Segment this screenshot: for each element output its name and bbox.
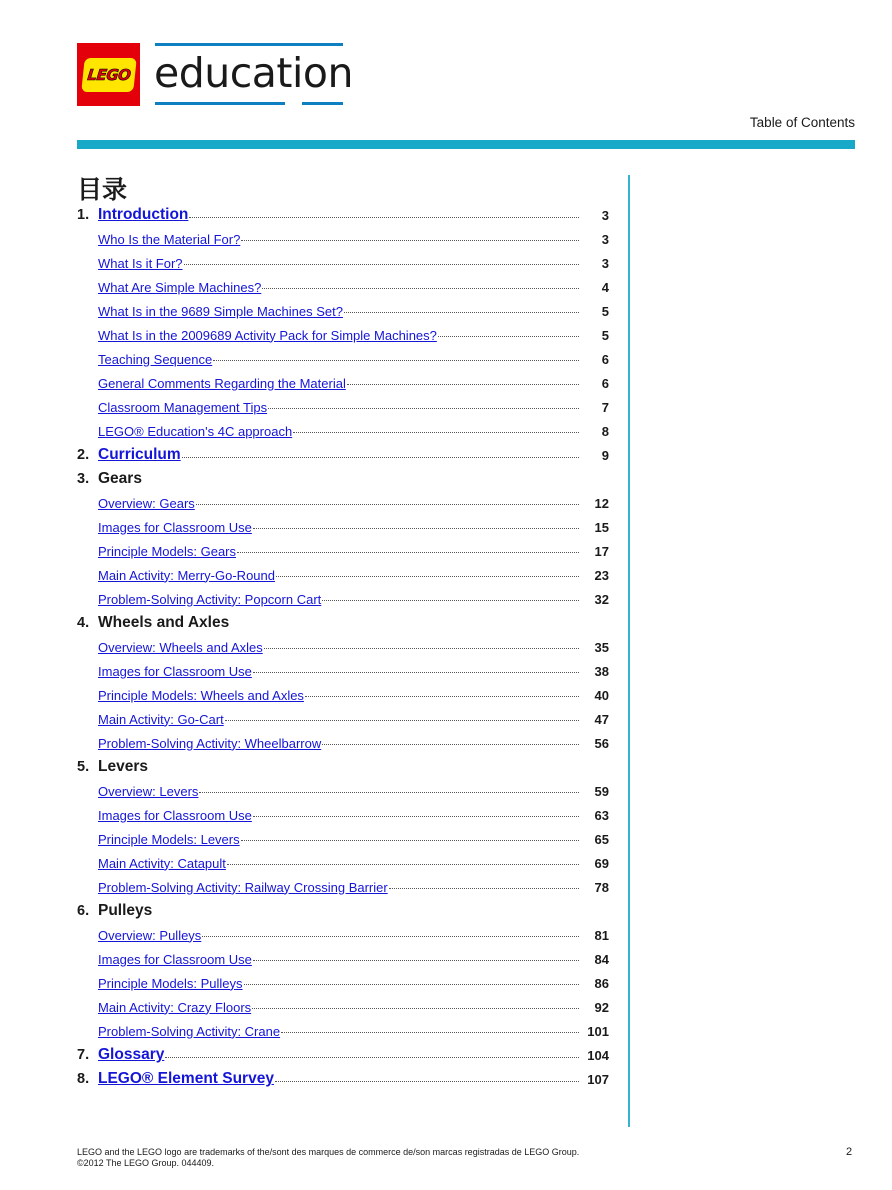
toc-entry-link[interactable]: Overview: Pulleys: [98, 927, 202, 943]
toc-section-number: 3.: [77, 471, 90, 487]
toc-page-number: 38: [594, 663, 609, 679]
toc-leader-dots: [227, 864, 579, 865]
toc-entry-link[interactable]: General Comments Regarding the Material: [98, 375, 346, 391]
toc-leader-dots: [268, 408, 579, 409]
toc-entry: [98, 544, 581, 559]
toc-page-number: 3: [601, 231, 609, 247]
toc-leader-dots: [344, 312, 579, 313]
toc-leader-dots: [184, 264, 579, 265]
toc-entry-row[interactable]: [77, 323, 609, 347]
toc-page-number: 32: [594, 591, 609, 607]
toc-leader-dots: [264, 648, 579, 649]
toc-leader-dots: [276, 576, 579, 577]
toc-page-number: 4: [601, 279, 609, 295]
header-divider-bar: [77, 140, 855, 149]
toc-leader-dots: [322, 600, 579, 601]
toc-entry-link[interactable]: Principle Models: Wheels and Axles: [98, 687, 304, 703]
toc-entry: [98, 376, 581, 391]
table-of-contents: [77, 203, 609, 1091]
toc-entry: [98, 664, 581, 679]
toc-entry: [98, 688, 581, 703]
toc-entry: [98, 1024, 581, 1039]
toc-section-number: 6.: [77, 903, 90, 919]
toc-entry-link[interactable]: What Is in the 9689 Simple Machines Set?: [98, 303, 343, 319]
toc-entry-row[interactable]: [77, 707, 609, 731]
toc-page-number: 81: [594, 927, 609, 943]
toc-section-number: 2.: [77, 447, 90, 463]
toc-section-number: 5.: [77, 759, 90, 775]
toc-leader-dots: [389, 888, 579, 889]
toc-page-number: 5: [601, 327, 609, 343]
toc-page-number: 84: [594, 951, 609, 967]
toc-entry: [98, 304, 581, 319]
toc-leader-dots: [252, 1008, 579, 1009]
lego-logo-badge: [81, 58, 137, 92]
toc-section-row: [77, 899, 609, 923]
toc-section-heading: Gears: [98, 470, 142, 487]
toc-entry-row[interactable]: [77, 539, 609, 563]
toc-entry-link[interactable]: Main Activity: Crazy Floors: [98, 999, 252, 1015]
toc-section-row[interactable]: [77, 1067, 609, 1091]
toc-entry-row[interactable]: [77, 251, 609, 275]
toc-section-number: 4.: [77, 615, 90, 631]
toc-section-heading: Pulleys: [98, 902, 153, 919]
toc-page-number: 5: [601, 303, 609, 319]
toc-page-number: 47: [594, 711, 609, 727]
toc-entry: [98, 496, 581, 511]
toc-page-number: 69: [594, 855, 609, 871]
toc-page-number: 92: [594, 999, 609, 1015]
toc-entry-link[interactable]: Images for Classroom Use: [98, 519, 252, 535]
toc-entry-link[interactable]: LEGO® Education's 4C approach: [98, 423, 293, 439]
toc-page-number: 9: [601, 447, 609, 463]
toc-section-link[interactable]: Glossary: [98, 1046, 165, 1063]
toc-entry: [98, 976, 581, 991]
toc-leader-dots: [244, 984, 579, 985]
toc-entry-link[interactable]: Main Activity: Catapult: [98, 855, 226, 871]
toc-section-heading: Wheels and Axles: [98, 614, 230, 631]
toc-entry: [98, 856, 581, 871]
toc-entry-link[interactable]: Problem-Solving Activity: Crane: [98, 1023, 281, 1039]
toc-entry-link[interactable]: What Is it For?: [98, 255, 183, 271]
toc-entry: [98, 784, 581, 799]
toc-leader-dots: [305, 696, 579, 697]
toc-entry: [98, 808, 581, 823]
toc-leader-dots: [253, 528, 579, 529]
toc-entry: [98, 712, 581, 727]
toc-entry-row[interactable]: [77, 347, 609, 371]
toc-leader-dots: [199, 792, 579, 793]
toc-entry-link[interactable]: Principle Models: Pulleys: [98, 975, 243, 991]
toc-entry-link[interactable]: Main Activity: Merry-Go-Round: [98, 567, 275, 583]
toc-entry: [98, 256, 581, 271]
toc-entry: [98, 568, 581, 583]
toc-page-number: 35: [594, 639, 609, 655]
toc-entry-link[interactable]: Principle Models: Gears: [98, 543, 236, 559]
toc-entry-row[interactable]: [77, 947, 609, 971]
toc-entry-link[interactable]: Who Is the Material For?: [98, 231, 241, 247]
toc-entry-row[interactable]: [77, 227, 609, 251]
toc-section-row[interactable]: [77, 1043, 609, 1067]
toc-entry-row[interactable]: [77, 587, 609, 611]
toc-entry: [98, 352, 581, 367]
toc-leader-dots: [253, 672, 579, 673]
toc-page-number: 56: [594, 735, 609, 751]
toc-entry: [98, 592, 581, 607]
toc-entry: [98, 614, 609, 632]
toc-entry-row[interactable]: [77, 779, 609, 803]
toc-section-row: [77, 467, 609, 491]
toc-leader-dots: [275, 1081, 579, 1082]
toc-leader-dots: [237, 552, 579, 553]
toc-leader-dots: [213, 360, 579, 361]
toc-entry: [98, 640, 581, 655]
toc-section-row: [77, 611, 609, 635]
toc-entry-row[interactable]: [77, 995, 609, 1019]
toc-page-number: 17: [594, 543, 609, 559]
toc-entry-row[interactable]: [77, 827, 609, 851]
toc-section-number: 1.: [77, 207, 90, 223]
toc-page-number: 65: [594, 831, 609, 847]
toc-page-number: 3: [601, 255, 609, 271]
toc-entry-row[interactable]: [77, 1019, 609, 1043]
toc-page-number: 107: [587, 1071, 609, 1087]
toc-page-number: 12: [594, 495, 609, 511]
toc-page-number: 59: [594, 783, 609, 799]
toc-page-number: 63: [594, 807, 609, 823]
lego-logo: [77, 43, 140, 106]
toc-title: 目录: [77, 175, 128, 204]
toc-entry-link[interactable]: Problem-Solving Activity: Popcorn Cart: [98, 591, 322, 607]
toc-entry-row[interactable]: [77, 275, 609, 299]
brand-top-rule: [155, 43, 343, 46]
toc-page-number: 3: [601, 207, 609, 223]
toc-leader-dots: [322, 744, 579, 745]
toc-section-link[interactable]: Curriculum: [98, 446, 181, 463]
toc-entry: [98, 952, 581, 967]
toc-entry-row[interactable]: [77, 563, 609, 587]
toc-page-number: 8: [601, 423, 609, 439]
toc-page-number: 40: [594, 687, 609, 703]
toc-entry-row[interactable]: [77, 851, 609, 875]
toc-entry-link[interactable]: Main Activity: Go-Cart: [98, 711, 224, 727]
toc-entry-link[interactable]: Images for Classroom Use: [98, 663, 252, 679]
toc-section-row: [77, 755, 609, 779]
toc-entry-link[interactable]: Overview: Wheels and Axles: [98, 639, 263, 655]
toc-leader-dots: [225, 720, 579, 721]
column-divider-line: [628, 175, 630, 1127]
toc-entry-row[interactable]: [77, 395, 609, 419]
toc-section-link[interactable]: Introduction: [98, 206, 189, 223]
toc-entry: [98, 446, 581, 464]
toc-entry-link[interactable]: Overview: Gears: [98, 495, 195, 511]
toc-entry-row[interactable]: [77, 923, 609, 947]
brand-bottom-rule-right: [302, 102, 343, 105]
toc-entry-link[interactable]: Images for Classroom Use: [98, 951, 252, 967]
toc-leader-dots: [196, 504, 579, 505]
toc-entry: [98, 832, 581, 847]
toc-entry-row[interactable]: [77, 371, 609, 395]
toc-entry-row[interactable]: [77, 803, 609, 827]
toc-leader-dots: [189, 217, 579, 218]
toc-entry: [98, 736, 581, 751]
toc-leader-dots: [182, 457, 579, 458]
toc-entry: [98, 880, 581, 895]
toc-entry-row[interactable]: [77, 731, 609, 755]
toc-entry-row[interactable]: [77, 515, 609, 539]
toc-entry: [98, 520, 581, 535]
toc-entry: [98, 400, 581, 415]
toc-entry-row[interactable]: [77, 299, 609, 323]
toc-entry-row[interactable]: [77, 419, 609, 443]
toc-entry: [98, 232, 581, 247]
toc-leader-dots: [241, 240, 579, 241]
toc-leader-dots: [347, 384, 579, 385]
toc-entry-link[interactable]: Principle Models: Levers: [98, 831, 240, 847]
toc-leader-dots: [438, 336, 579, 337]
toc-entry: [98, 280, 581, 295]
brand-wordmark: education: [154, 49, 353, 97]
toc-leader-dots: [281, 1032, 579, 1033]
toc-entry-row[interactable]: [77, 683, 609, 707]
brand-bottom-rule-left: [155, 102, 285, 105]
toc-entry: [98, 1070, 581, 1088]
toc-page-number: 7: [601, 399, 609, 415]
toc-entry-link[interactable]: Overview: Levers: [98, 783, 199, 799]
toc-entry: [98, 1000, 581, 1015]
toc-page-number: 86: [594, 975, 609, 991]
toc-entry-row[interactable]: [77, 491, 609, 515]
toc-section-row[interactable]: [77, 443, 609, 467]
toc-entry-link[interactable]: Problem-Solving Activity: Wheelbarrow: [98, 735, 322, 751]
toc-entry: [98, 470, 609, 488]
toc-entry: [98, 758, 609, 776]
toc-section-number: 8.: [77, 1071, 90, 1087]
toc-page-number: 15: [594, 519, 609, 535]
toc-entry: [98, 928, 581, 943]
toc-page-number: 101: [587, 1023, 609, 1039]
toc-entry: [98, 206, 581, 224]
toc-leader-dots: [293, 432, 579, 433]
toc-page-number: 78: [594, 879, 609, 895]
toc-section-row[interactable]: [77, 203, 609, 227]
toc-section-heading: Levers: [98, 758, 148, 775]
footer-trademark-line: LEGO and the LEGO logo are trademarks of the/sont des marques de commerce de/son marcas registradas de LEGO Group.: [77, 1147, 580, 1157]
lego-logo-text: LEGO: [86, 65, 131, 84]
toc-leader-dots: [253, 960, 579, 961]
toc-entry-row[interactable]: [77, 659, 609, 683]
toc-page-number: 23: [594, 567, 609, 583]
page-number: 2: [846, 1146, 853, 1158]
toc-entry-link[interactable]: Problem-Solving Activity: Railway Crossing Barrier: [98, 879, 388, 895]
toc-page-number: 104: [587, 1047, 609, 1063]
toc-page-number: 6: [601, 351, 609, 367]
toc-entry: [98, 1046, 581, 1064]
toc-entry-link[interactable]: Classroom Management Tips: [98, 399, 268, 415]
toc-leader-dots: [262, 288, 579, 289]
toc-section-number: 7.: [77, 1047, 90, 1063]
section-label: Table of Contents: [749, 115, 855, 130]
toc-entry-link[interactable]: Images for Classroom Use: [98, 807, 252, 823]
toc-entry-link[interactable]: What Are Simple Machines?: [98, 279, 262, 295]
toc-entry: [98, 424, 581, 439]
toc-entry: [98, 902, 609, 920]
toc-entry-row[interactable]: [77, 635, 609, 659]
footer-copyright-line: ©2012 The LEGO Group. 044409.: [77, 1158, 215, 1168]
toc-entry: [98, 328, 581, 343]
toc-leader-dots: [253, 816, 579, 817]
toc-section-link[interactable]: LEGO® Element Survey: [98, 1070, 274, 1087]
toc-entry-link[interactable]: Teaching Sequence: [98, 351, 213, 367]
toc-entry-row[interactable]: [77, 971, 609, 995]
toc-leader-dots: [202, 936, 579, 937]
toc-leader-dots: [165, 1057, 579, 1058]
toc-entry-link[interactable]: What Is in the 2009689 Activity Pack for Simple Machines?: [98, 327, 437, 343]
toc-page-number: 6: [601, 375, 609, 391]
toc-leader-dots: [241, 840, 579, 841]
footer-legal: [77, 1147, 579, 1169]
toc-entry-row[interactable]: [77, 875, 609, 899]
